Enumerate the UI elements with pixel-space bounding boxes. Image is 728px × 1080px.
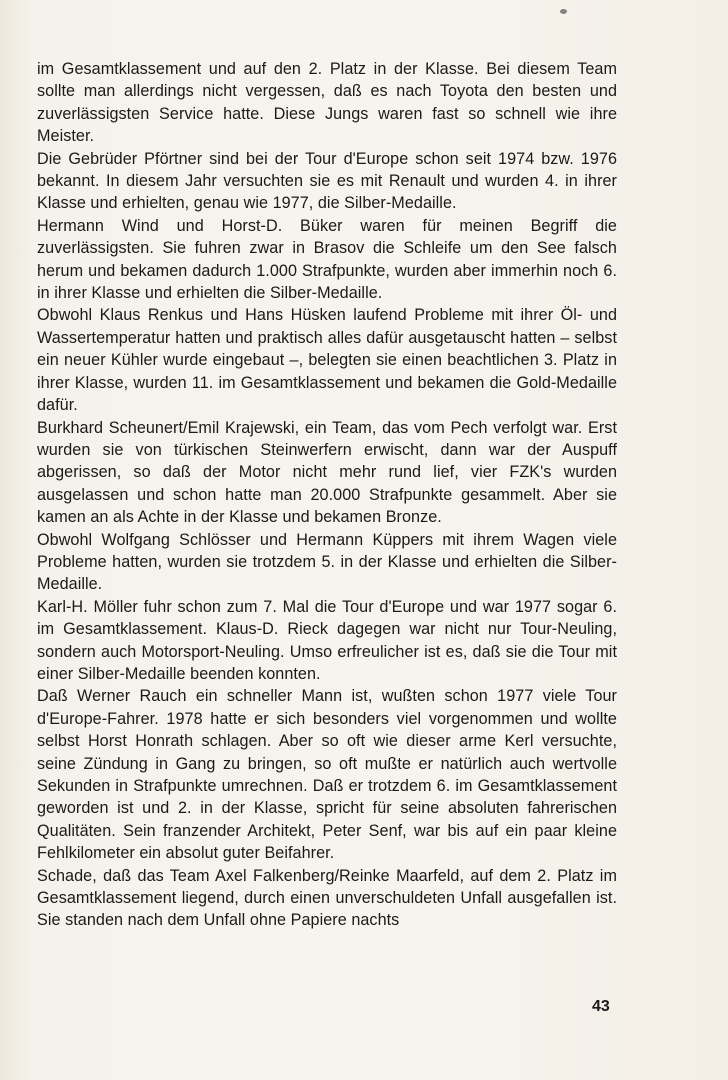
paragraph: Die Gebrüder Pförtner sind bei der Tour d'Europe schon seit 1974 bzw. 1976 bekannt. In diesem Jahr versuchten sie es mit Renault und wurden 4. in ihrer Klasse und erhielten, genau wie 1977, die Silber-Medaille.: [37, 149, 617, 213]
paragraph: Obwohl Klaus Renkus und Hans Hüsken laufend Probleme mit ihrer Öl- und Wassertemperatur hatten und praktisch alles dafür ausgetauscht hatten – selbst ein neuer Kühler wurde eingebaut –, belegten sie einen beachtlichen 3. Platz in ihrer Klasse, wurden 11. im Gesamtklassement und bekamen die Gold-Medaille dafür.: [37, 306, 617, 415]
paragraph: Hermann Wind und Horst-D. Büker waren für meinen Begriff die zuverlässigsten. Sie fuhren zwar in Brasov die Schleife um den See falsch herum und bekamen dadurch 1.000 Strafpunkte, wurden aber immerhin noch 6. in ihrer Klasse und erhielten die Silber-Medaille.: [37, 216, 617, 303]
paragraph: Burkhard Scheunert/Emil Krajewski, ein Team, das vom Pech verfolgt war. Erst wurden sie von türkischen Steinwerfern erwischt, dann war der Auspuff abgerissen, so daß der Motor nicht mehr rund lief, vier FZK's wurden ausgelassen und schon hatte man 20.000 Strafpunkte gesammelt. Aber sie kamen an als Achte in der Klasse und bekamen Bronze.: [37, 418, 617, 527]
paragraph: Daß Werner Rauch ein schneller Mann ist, wußten schon 1977 viele Tour d'Europe-Fahrer. 1978 hatte er sich besonders viel vorgenommen und wollte selbst Horst Honrath schlagen. Aber so oft wie dieser arme Kerl versuchte, seine Zündung in Gang zu bringen, so oft mußte er natürlich auch wertvolle Sekunden in Strafpunkte umrechnen. Daß er trotzdem 6. im Gesamtklassement geworden ist und 2. in der Klasse, spricht für seine absoluten fahrerischen Qualitäten. Sein franzender Architekt, Peter Senf, war bis auf ein paar kleine Fehlkilometer ein absolut guter Beifahrer.: [37, 687, 617, 863]
page-number: 43: [592, 998, 610, 1015]
paragraph: Obwohl Wolfgang Schlösser und Hermann Küppers mit ihrem Wagen viele Probleme hatten, wurden sie trotzdem 5. in der Klasse und erhielten die Silber-Medaille.: [37, 530, 617, 594]
body-text: [37, 58, 617, 932]
paragraph: Schade, daß das Team Axel Falkenberg/Reinke Maarfeld, auf dem 2. Platz im Gesamtklassement liegend, durch einen unverschuldeten Unfall ausgefallen ist. Sie standen nach dem Unfall ohne Papiere nachts: [37, 866, 617, 930]
paragraph: Karl-H. Möller fuhr schon zum 7. Mal die Tour d'Europe und war 1977 sogar 6. im Gesamtklassement. Klaus-D. Rieck dagegen war nicht nur Tour-Neuling, sondern auch Motorsport-Neuling. Umso erfreulicher ist es, daß sie die Tour mit einer Silber-Medaille beenden konnten.: [37, 597, 617, 683]
ink-speck: [560, 9, 567, 14]
paragraph: im Gesamtklassement und auf den 2. Platz in der Klasse. Bei diesem Team sollte man allerdings nicht vergessen, daß es nach Toyota den besten und zuverlässigsten Service hatte. Diese Jungs waren fast so schnell wie ihre Meister.: [37, 60, 617, 146]
